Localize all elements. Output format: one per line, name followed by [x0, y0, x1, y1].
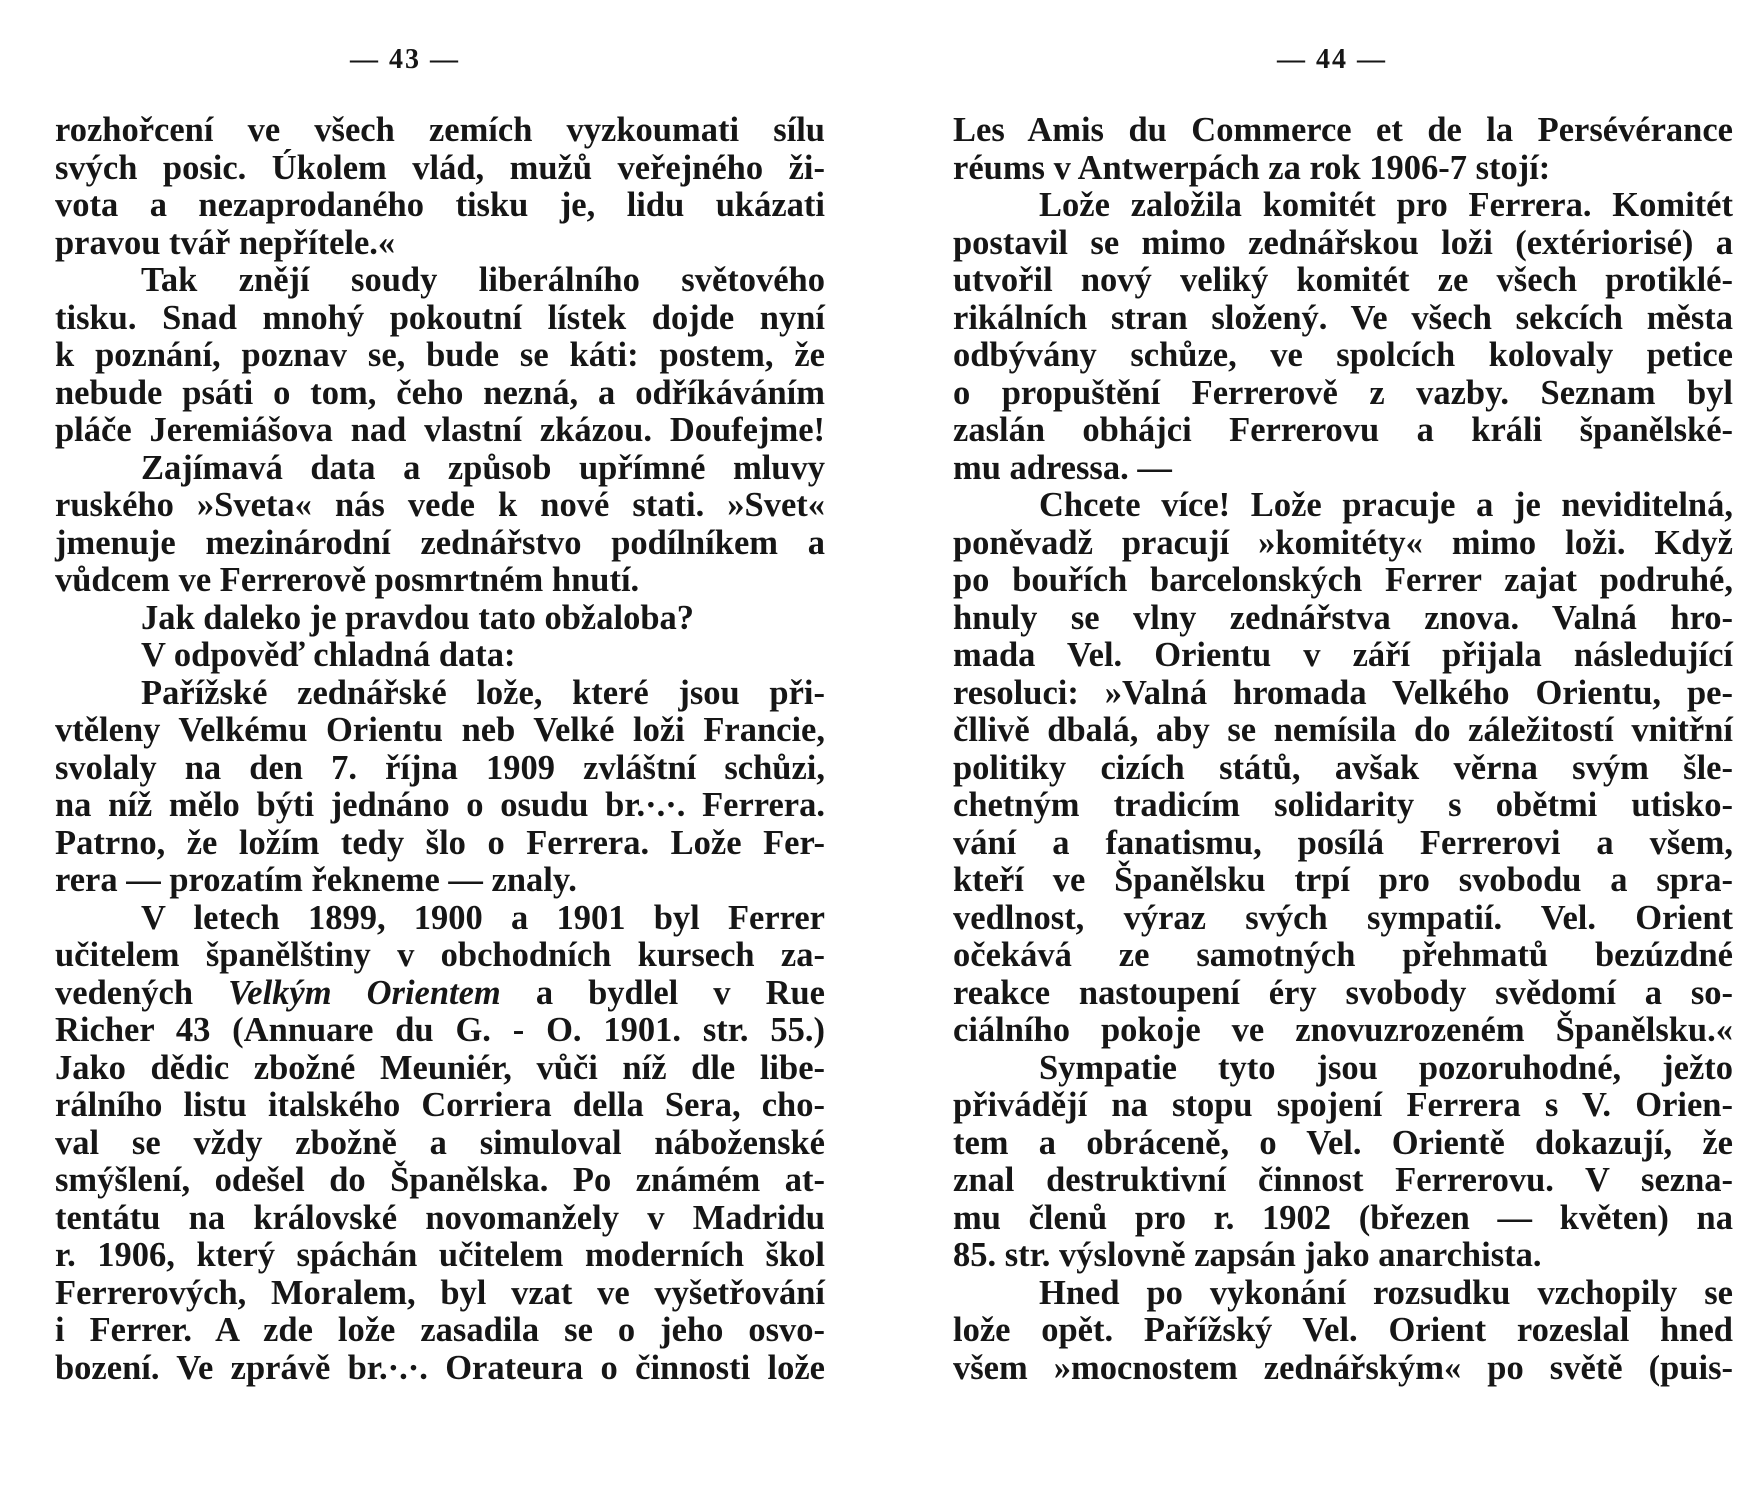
text-line: po bouřích barcelonských Ferrer zajat podruhé,: [953, 561, 1733, 599]
text-line: Lože založila komitét pro Ferrera. Komitét: [1039, 186, 1733, 224]
text-line: r. 1906, který spáchán učitelem moderních škol: [55, 1236, 825, 1274]
text-line: na níž mělo býti jednáno o osudu br.·.·. Ferrera.: [55, 786, 825, 824]
text-line: k poznání, poznav se, bude se káti: postem, že: [55, 336, 825, 374]
text-line: všem »mocnostem zednářským« po světě (puis-: [953, 1348, 1733, 1387]
text-line: Les Amis du Commerce et de la Persévérance: [953, 111, 1733, 149]
text-line: tentátu na královské novomanžely v Madridu: [55, 1198, 825, 1237]
text-line: učitelem španělštiny v obchodních kursech za-: [55, 936, 825, 974]
text-line: pravou tvář nepřítele.«: [55, 223, 396, 262]
page-body-text: [55, 112, 825, 1387]
text-line: Jako dědic zbožné Meuniér, vůči níž dle libe-: [55, 1048, 825, 1087]
text-line: tisku. Snad mnohý pokoutní lístek dojde nyní: [55, 298, 825, 337]
text-line: vání a fanatismu, posílá Ferrerovi a všem,: [953, 823, 1733, 862]
text-line: Pařížské zednářské lože, které jsou při-: [141, 673, 825, 712]
text-line: chetným tradicím solidarity s obětmi utisko-: [953, 786, 1733, 824]
text-line: znal destruktivní činnost Ferrerovu. V sezna-: [953, 1161, 1733, 1199]
text-line: hnuly se vlny zednářstva znova. Valná hro-: [953, 598, 1733, 637]
page-number: — 43 —: [350, 44, 460, 75]
text-line: resoluci: »Valná hromada Velkého Orientu, pe-: [953, 673, 1733, 712]
text-line: Sympatie tyto jsou pozoruhodné, ježto: [1039, 1048, 1733, 1087]
text-line: nebude psáti o tom, čeho nezná, a odříkáváním: [55, 373, 825, 412]
text-line: svolaly na den 7. října 1909 zvláštní schůzi,: [55, 748, 825, 787]
text-line: vtěleny Velkému Orientu neb Velké loži Francie,: [55, 711, 825, 749]
text-line: Chcete více! Lože pracuje a je neviditelná,: [1039, 486, 1733, 524]
text-line: Patrno, že ložím tedy šlo o Ferrera. Lože Fer-: [55, 823, 825, 862]
text-line: réums v Antwerpách za rok 1906-7 stojí:: [953, 148, 1551, 187]
text-line: poněvadž pracují »komitéty« mimo loži. Když: [953, 523, 1733, 562]
text-line: Tak znějí soudy liberálního světového: [141, 261, 825, 299]
text-line: utvořil nový veliký komitét ze všech protiklé-: [953, 261, 1733, 299]
text-line: vota a nezaprodaného tisku je, lidu ukázati: [55, 186, 825, 224]
text-line: rozhořcení ve všech zemích vyzkoumati sílu: [55, 111, 825, 149]
text-line: odbývány schůze, ve spolcích kolovaly petice: [953, 336, 1733, 374]
page-body-text: [953, 112, 1733, 1387]
text-line: rálního listu italského Corriera della Sera, cho-: [55, 1086, 825, 1124]
text-line: o propuštění Ferrerově z vazby. Seznam byl: [953, 373, 1733, 412]
text-line: pláče Jeremiášova nad vlastní zkázou. Doufejme!: [55, 411, 825, 449]
text-line: svých posic. Úkolem vlád, mužů veřejného ži-: [55, 148, 825, 187]
text-line: Hned po vykonání rozsudku vzchopily se: [1039, 1273, 1733, 1312]
text-line: očekává ze samotných přehmatů bezúzdné: [953, 936, 1733, 974]
text-line: bození. Ve zprávě br.·.·. Orateura o činnosti lože: [55, 1348, 825, 1387]
text-line: lože opět. Pařížský Vel. Orient rozeslal hned: [953, 1311, 1733, 1349]
text-line: mu adressa. —: [953, 448, 1172, 487]
text-line: kteří ve Španělsku trpí pro svobodu a spra-: [953, 861, 1733, 899]
text-line: zaslán obhájci Ferrerovu a králi španělské-: [953, 411, 1733, 449]
text-line: Zajímavá data a způsob upřímné mluvy: [141, 448, 825, 487]
text-line: jmenuje mezinárodní zednářstvo podílníkem a: [55, 523, 825, 562]
text-line: smýšlení, odešel do Španělska. Po známém at-: [55, 1161, 825, 1199]
right-page: [881, 0, 1762, 1500]
text-line: vedlnost, výraz svých sympatií. Vel. Orient: [953, 898, 1733, 937]
text-line: ruského »Sveta« nás vede k nové stati. »Svet«: [55, 486, 825, 524]
text-line: tem a obráceně, o Vel. Orientě dokazují, že: [953, 1123, 1733, 1162]
text-line: i Ferrer. A zde lože zasadila se o jeho osvo-: [55, 1311, 825, 1349]
text-line: reakce nastoupení éry svobody svědomí a so-: [953, 973, 1733, 1012]
text-line: přivádějí na stopu spojení Ferrera s V. Orien-: [953, 1086, 1733, 1124]
text-line: mada Vel. Orientu v září přijala následující: [953, 636, 1733, 674]
text-line: čllivě dbalá, aby se nemísila do záležitostí vnitřní: [953, 711, 1733, 749]
text-line: Ferrerových, Moralem, byl vzat ve vyšetřování: [55, 1273, 825, 1312]
text-line: vůdcem ve Ferrerově posmrtném hnutí.: [55, 561, 640, 599]
text-line: postavil se mimo zednářskou loži (extériorisé) a: [953, 223, 1733, 262]
text-line: Richer 43 (Annuare du G. - O. 1901. str. 55.): [55, 1011, 825, 1049]
text-line: vedených Velkým Orientem a bydlel v Rue: [55, 973, 825, 1012]
text-line: Jak daleko je pravdou tato obžaloba?: [141, 598, 695, 637]
text-line: mu členů pro r. 1902 (březen — květen) na: [953, 1198, 1733, 1237]
text-line: politiky cizích států, avšak věrna svým šle-: [953, 748, 1733, 787]
text-line: rikálních stran složený. Ve všech sekcích města: [953, 298, 1733, 337]
text-line: rera — prozatím řekneme — znaly.: [55, 861, 577, 899]
text-line: V odpověď chladná data:: [141, 636, 516, 674]
page-number: — 44 —: [1277, 44, 1387, 75]
text-line: val se vždy zbožně a simuloval náboženské: [55, 1123, 825, 1162]
text-line: 85. str. výslovně zapsán jako anarchista.: [953, 1236, 1542, 1274]
text-line: ciálního pokoje ve znovuzrozeném Španělsku.«: [953, 1011, 1733, 1049]
text-line: V letech 1899, 1900 a 1901 byl Ferrer: [141, 898, 825, 937]
